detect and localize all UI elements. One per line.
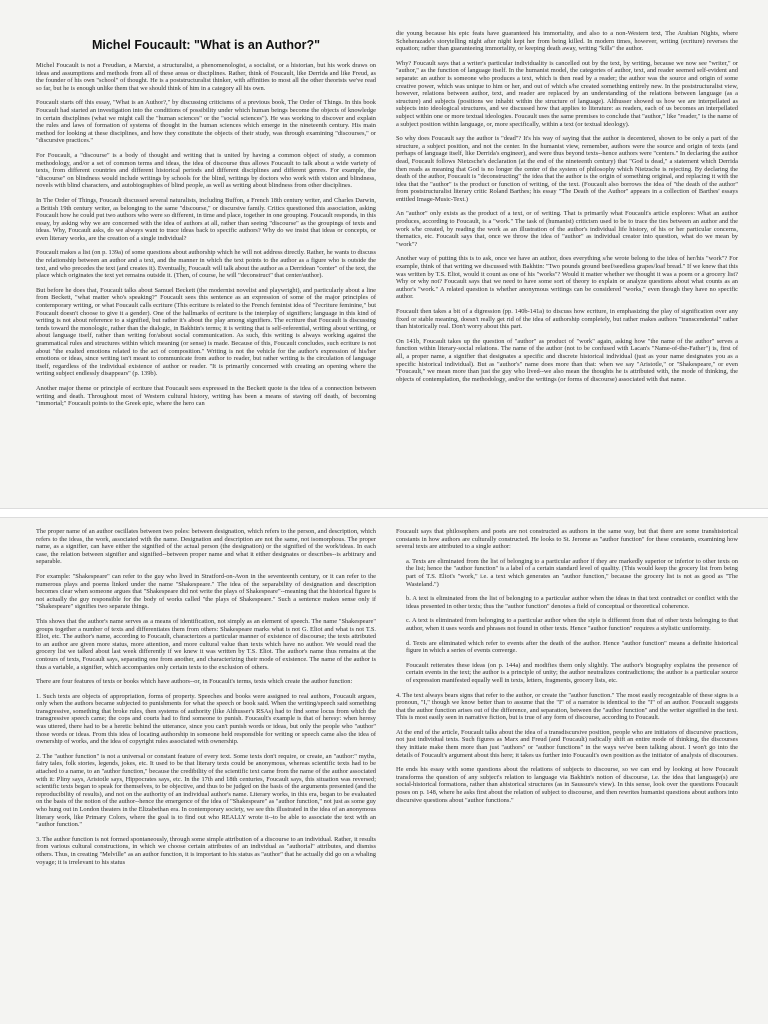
list-item: a. Texts are eliminated from the list of belonging to a particular author if they are markedly superior or inferior to other texts on the list; hence the "author function" is a label of a certain standard level of quality. (This would keep the grocery list from being part of T.S. Eliot's "work," i.e. a text which generates an "author function," because the grocery list is not as good as "The Wasteland.") — [406, 557, 738, 588]
paragraph: He ends his essay with some questions about the relations of subjects to discourse, so we can end by looking at how Foucault transforms the question of any subject's relation to language via Bakhtin's notion of discourse, i.e. the idea that language(s) are social-historical formations, rather than ahistorical structures (as in Saussure's view). In this sense, look over the questions Foucault poses on p. 148, where he asks first about the relation of subject to discourse, and then rewrites humanist questions about authors into discursive questions about "author functions." — [396, 766, 738, 804]
column-top-left — [36, 30, 376, 415]
paragraph: Another way of putting this is to ask, once we have an author, does everything s/he wrote belong to the idea of her/his "work"? For example, think of that writing we discussed with Bakhtin: "Two pounds ground beef/seedless grapes/loaf bread." If we knew that this was written by T.S. Eliot, would it count as one of his "works"? Would it matter whether we thought it was a poem or a grocery list? Why or why not? Foucault says that we need to have some sort of theory to explain or analyze questions about what counts as an author's "work." A related question is whether anonymous writings can be considered "works," even though they have no specific author. — [396, 255, 738, 301]
paragraph: Foucault starts off this essay, "What is an Author?," by discussing criticisms of a previous book, The Order of Things. In this book Foucault had started an investigation into the conditions of possibility under which human beings become the objects of knowledge in certain disciplines (what we might call the "human sciences" or the "social sciences"). He was working to discover and explain the rules and laws of formation of systems of thought in the human sciences which emerge in the nineteenth century. His main method for looking at these disciplines, and how they constitute the objects of their study, was through examining "discourses," or "discursive practices." — [36, 99, 376, 145]
document-title: Michel Foucault: "What is an Author?" — [91, 38, 321, 52]
paragraph: An "author" only exists as the product of a text, or of writing. That is primarily what Foucault's article explores: What an author produces, according to Foucault, is a "work." The task of (humanist) criticism used to be to trace the ties between an author and the work s/he created, by reading the work as an illustration of the author's individual life history, of his or her particular concerns, thematics, etc. Foucault says that, once we throw the idea of "author" as individual creator into question, what do we mean by "work"? — [396, 210, 738, 248]
paragraph: 3. The author function is not formed spontaneously, through some simple attribution of a discourse to an individual. Rather, it results from various cultural constructions, in which we choose certain attributes of an individual as "authorial" attributes, and dismiss others. Thus, in creating "Melville" as an author function, it is important to his status as "author" that he actually did go on a whaling voyage; it is irrelevant to his status — [36, 835, 376, 866]
paragraph: Foucault says that philosophers and poets are not constructed as authors in the same way, but that there are some transhistorical constants in how authors are culturally constructed. He looks to St. Jerome as "author function" for these constants, examining how several texts are attributed to a single author: — [396, 528, 738, 551]
paragraph: But before he does that, Foucault talks about Samuel Beckett (the modernist novelist and playwright), and particularly about a line from Beckett, "what matter who's speaking?" Foucault sees this sentence as an expression of some of the major principles of contemporary writing, or what Foucault calls ecriture (This ecriture is related to the French feminist idea of "l'ecriture feminine," but Foucault doesn't choose to give it a gender). One of the hallmarks of ecriture is the interplay of signifiers; language in this kind of writing is not about reference to a signified, but rather it's about the play among signifiers. The ecriture that Foucault is discussing tends toward the monologic, rather than the dialogic, in Bakhtin's terms; it is writing that is self-referential, writing about writing, or about language itself, rather than writing for/about social communication. As such, this writing is always working against the grammatical rules and structures within which meaning (or sense) is made. Because of this, Foucault concludes, such ecriture is not about "the exalted emotions related to the act of composition." Writing is not the vehicle for the author's expression of his/her emotions or ideas, since writing isn't meant to communicate from author to reader, but rather writing is the circulation of language itself, regardless of the individual existence of author or reader. "It is primarily concerned with creating an opening where the writing subject endlessly disappears" (p. 139b). — [36, 286, 376, 378]
page-divider — [0, 508, 768, 518]
paragraph: 2. The "author function" is not a universal or constant feature of every text. Some texts don't require, or create, an "author:" myths, fairy tales, folk stories, legends, jokes, etc. It used to be that literary texts could be anonymous, whereas scientific texts had to be attached to a name, to an "author function," because the credibility of the scientific text came from the name of the author associated with it: Pliny says, Aristotle says, Hippocrates says, etc. In the 17th and 18th centuries, Foucault says, this situation was reversed; scientific texts began to speak for themselves, to be objective, and thus to be judged on the basis of the arguments presented (and the reproducibility of results), and not on the authority of an individual author's name. Literary works, in this era, began to be evaluated on the basis of the notion of the author--hence the emergence of the idea of "Shakespeare" as "author function," not just as some guy who hung out in London theaters in the Elizabethan era. In contemporary society, we see this illustrated in the idea of an anonymous literary work, like Primary Colors, where the goal is to find out who REALLY wrote it--to be able to associate the text with an "author function." — [36, 752, 376, 829]
column-bottom-right — [396, 528, 738, 811]
paragraph: At the end of the article, Foucault talks about the idea of a transdiscursive position, people who are initiators of discursive practices, not just individual texts. Such figures as Marx and Freud (and Foucault) radically shift an entire mode of thinking, the discourses they initiate make them more than just "authors" or "author functions" in the ways we've been talking about. I won't go into the details of Foucault's argument about this here; it takes us further into Foucault's own position as the initiator of analysis of discourses. — [396, 728, 738, 759]
paragraph: On 141b, Foucault takes up the question of "author" as product of "work" again, asking how "the name of the author" serves a function within literary-social relations. The name of the author (not to be confused with Lacan's "Name-of-the-Father") is, first of all, a proper name, a signifier that designates a specific and discrete historical individual (just as your name designates you as a specific historical individual). But as "author's" name does more than that: when we say "Aristotle," or "Shakespeare," or even "Foucault," we mean more than just the guy who lived--we also mean the thoughts he is attributed with, the mode of thinking, the objects of contemplation, the methodology, and/or the writings (or forms of discourse) associated with that name. — [396, 337, 738, 383]
column-bottom-left — [36, 528, 376, 873]
paragraph: For example: "Shakespeare" can refer to the guy who lived in Stratford-on-Avon in the seventeenth century, or it can refer to the numerous plays and poems linked under the name "Shakespeare." The idea of the separability of designation and description becomes clear when someone argues that "Shakespeare did not write the plays of Shakespeare"--meaning that the historical figure is not actually the guy responsible for the body of works called "the plays of Shakespeare." Such a sentence makes sense only if "Shakespeare" signifies two separate things. — [36, 572, 376, 611]
paragraph: The proper name of an author oscillates between two poles: between designation, which refers to the person, and description, which refers to the ideas, the work, associated with the name. Designation and description are not the same, not isomorphous. The proper name, as a signifier, can have either the signified of the actual person (the designation) or the signified of the work/ideas. In each case, the relation between signifier and signified--between proper name and what it either designates or describes--is arbitrary and separable. — [36, 528, 376, 566]
paragraph: 4. The text always bears signs that refer to the author, or create the "author function." The most easily recognizable of these signs is a pronoun, "I," though we know better than to assume that the "I" of a narrator is identical to the "I" of an author. Foucault suggests that the author function arises out of the difference, and separation, between the "author function" and the writer signified in the text. This is most easily seen in narrative fiction, but is true of any form of discourse, according to Foucault. — [396, 691, 738, 722]
paragraph: For Foucault, a "discourse" is a body of thought and writing that is united by having a common object of study, a common methodology, and/or a set of common terms and ideas, the idea of discourse thus allows Foucault to talk about a wide variety of texts, from different countries and different historical periods and different disciplines and different genres. For example, the "discourse" on blindness would include writings by schools for the blind, writings by doctors who work with vision and blindness, novels with blind characters, and autobiographies of blind people, as well as writing about blindness from other disciplines. — [36, 151, 376, 190]
list-item: b. A text is eliminated from the list of belonging to a particular author when the ideas in that text contradict or conflict with the ideas presented in other texts; thus the "author function" denotes a field of conceptual or theoretical coherence. — [406, 595, 738, 610]
paragraph: 1. Such texts are objects of appropriation, forms of property. Speeches and books were assigned to real authors, Foucault argues, only when the authors became subjected to punishments for what the speech or book said. When the writing/speech said something transgressive, something that broke rules, then systems of authority (like Althusser's RSAs) had to find some locus from which the transgressive speech came; the cops and courts had to find someone to punish. Foucault's example is that of heresy: when heresy was uttered, there had to be a heretic behind the utterance, since you can't punish words or ideas, but only the people who "author" those words or ideas. From this idea of locating authorship in someone held responsible for writing or speech came also the idea of ownership of works, and the idea of copyright rules associated with ownership. — [36, 692, 376, 746]
paragraph: In The Order of Things, Foucault discussed several naturalists, including Buffon, a French 18th century writer, and Charles Darwin, a British 19th century writer, as belonging to the same "discourse," or discursive family. Critics questioned this association, asking Foucault how he could put two authors who were so different, in time and place, together in one grouping. Foucault responds, in this essay, by asking why we are concerned with the idea of authors at all, rather than seeing "discourse" as the groupings of texts and ideas. Why, Foucault asks, do we always want to trace ideas back to specific authors? Why do we insist that ideas or concepts, or even literary works, are the creation of a single individual? — [36, 196, 376, 242]
paragraph: die young because his epic feats have guaranteed his immortality, and also to a non-Western text, The Arabian Nights, where Scheherazade's storytelling night after night kept her from being killed. In modern times, however, writing (ecriture) reverses the equation; rather than guaranteeing immortality, or keeping death away, writing "kills" the author. — [396, 30, 738, 53]
paragraph: There are four features of texts or books which have authors--or, in Foucault's terms, texts which create the author function: — [36, 678, 353, 686]
paragraph: Foucault then takes a bit of a digression (pp. 140b-141a) to discuss how ecriture, in emphasizing the play of signification over any fixed or stable meaning, doesn't really get rid of the idea of authorship completely, but rather makes authors "transcendental" rather than historically real. Don't worry about this part. — [396, 308, 738, 331]
list-item: c. A text is eliminated from belonging to a particular author when the style is different from that of other texts belonging to that author, when it uses words and phrases not found in other texts. Hence "author function" requires a stylistic uniformity. — [406, 617, 738, 632]
paragraph: Foucault reiterates these ideas (on p. 144a) and modifies them only slightly. The author's biography explains the presence of certain events in the text; the author is a principle of unity; the author neutralizes contradictions; the author is a particular source of expression manifested equally well in texts, letters, fragments, grocery lists, etc. — [406, 661, 738, 684]
column-top-right — [396, 30, 738, 390]
paragraph: Why? Foucault says that a writer's particular individuality is cancelled out by the text, by writing, because we now see "writer," or "author," as the function of language itself. In the humanist model, the categories of author, text, and reader seemed self-evident and separate: an author is someone who produces a text, which is then read by a reader; the author was the source and origin of some creative power, which was unique to him or her, and out of which s/he created something entirely new. In the poststructuralist view, however, relations between author, text, and reader are replaced by an understanding of the relations between language (as a structure) and subjects (positions we inhabit within the structure of language). Althusser showed us how we are interpellated as subjects into ideological structures, and we discussed how that applies to literature: as readers, each of us becomes an interpellated subject within one or more textual ideologies. Foucault uses the same premises to conclude that "author," like "reader," is the name of a subject position within language, or, more specifically, within a text (or textual ideology). — [396, 59, 738, 128]
list-item: d. Texts are eliminated which refer to events after the death of the author. Hence "author function" means a definite historical figure in which a series of events converge. — [406, 639, 738, 655]
paragraph: Another major theme or principle of ecriture that Foucault sees expressed in the Beckett quote is the idea of a connection between writing and death. Throughout most of Western cultural history, writing has been a means of staving off death, of becoming "immortal;" Foucault points to the Greek epic, where the hero can — [36, 384, 376, 408]
paragraph: Foucault makes a list (on p. 139a) of some questions about authorship which he will not address directly. Rather, he wants to discuss the relationship between an author and a text, and the manner in which the text points to the author as a figure who is outside the text, and who precedes the text (and creates it). Eventually, Foucault will talk about the author as a Derridean "center" of the text, the place which originates the text yet remains outside it. (Then, of course, he will "deconstruct" that center/author). — [36, 249, 377, 280]
paragraph: This shows that the author's name serves as a means of identification, not simply as an element of speech. The name "Shakespeare" groups together a number of texts and differentiates them from others: Shakespeare marks what is not G. Eliot and what is not T.S. Eliot, etc. The author's name, according to Foucault, characterizes a particular manner of existence of discourse; the texts attributed to an author are given more status, more attention, and more cultural value than texts which have no author. We would read the grocery list we talked about last week differently if we knew it was written by T.S. Eliot. The author's name thus remains at the contours of texts, Foucault says, separating one from another, and characterizing their mode of existence. The name of the author is thus a variable, a signifier, which accompanies only certain texts to the exclusion of others. — [36, 617, 376, 671]
paragraph: Michel Foucault is not a Freudian, a Marxist, a structuralist, a phenomenologist, a socialist, or a historian, but his work draws on ideas and assumptions and methods from all of these areas or disciplines. Rather, think of Foucault, like Derrida and like Freud, as the founder of his own "school" of thought. He is a poststructuralist thinker, with affinities to most all the other theorists we've read so far, but he is enough unlike them that we should think of him in a category all his own. — [36, 62, 376, 92]
paragraph: So why does Foucault say the author is "dead"? It's his way of saying that the author is decentered, shown to be only a part of the structure, a subject position, and not the center. In the humanist view, remember, authors were the source and origin of texts (and perhaps of language itself, like Derrida's engineer), and were thus beyond texts--hence authors were "centers." In declaring the author dead, Foucault follows Nietzsche's declaration (at the end of the nineteenth century) that "God is dead," a statement which Derrida then reads as meaning that God is no longer the center of the system of philosophy which Nietzsche is rejecting. By declaring the death of the author, Foucault is "deconstructing" the idea that the author is the origin of something original, and replacing it with the idea that the "author" is the product or function of writing, of the text. (Foucault also borrows the idea of "the death of the author" from poststructuralist literary critic Roland Barthes; his essay "The Death of the Author" appears in a collection of Barthes' essays entitled Image-Music-Text.) — [396, 135, 738, 203]
